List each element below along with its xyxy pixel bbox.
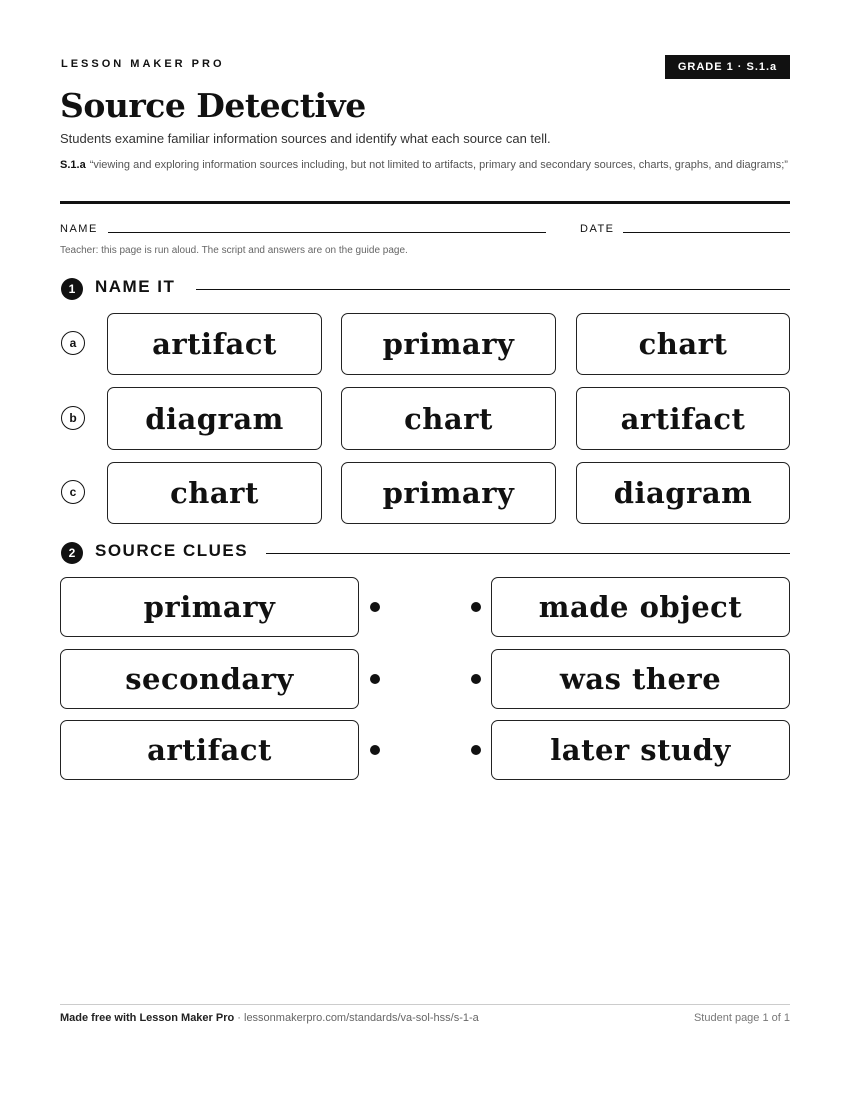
name-field[interactable] xyxy=(108,232,546,233)
word-card[interactable]: chart xyxy=(341,387,556,450)
section-2-rule xyxy=(266,553,790,554)
match-term-card[interactable]: artifact xyxy=(60,720,359,780)
teacher-note: Teacher: this page is run aloud. The script and answers are on the guide page. xyxy=(60,245,408,256)
word-card[interactable]: artifact xyxy=(576,387,790,450)
date-label: DATE xyxy=(580,223,615,235)
section-2-title: SOURCE CLUES xyxy=(95,541,249,560)
word-card[interactable]: chart xyxy=(576,313,790,375)
word-card[interactable]: diagram xyxy=(107,387,322,450)
footer-rule xyxy=(60,1004,790,1005)
match-dot-left[interactable] xyxy=(370,602,380,612)
standard-code: S.1.a xyxy=(60,159,86,171)
match-term-card[interactable]: primary xyxy=(60,577,359,637)
footer-page-number: Student page 1 of 1 xyxy=(693,1012,790,1024)
footer-credit xyxy=(60,1012,479,1024)
word-card[interactable]: primary xyxy=(341,462,556,524)
section-1-number: 1 xyxy=(61,278,83,300)
standard-text: “viewing and exploring information sources including, but not limited to artifacts, primary and secondary sources, charts, graphs, and diagrams;” xyxy=(89,159,788,171)
word-card[interactable]: artifact xyxy=(107,313,322,375)
word-card[interactable]: primary xyxy=(341,313,556,375)
match-dot-right[interactable] xyxy=(471,602,481,612)
section-1-title: NAME IT xyxy=(95,277,176,296)
match-dot-right[interactable] xyxy=(471,674,481,684)
row-c-label: c xyxy=(61,480,85,504)
header-rule xyxy=(60,201,790,204)
match-clue-card[interactable]: made object xyxy=(491,577,790,637)
match-clue-card[interactable]: later study xyxy=(491,720,790,780)
word-card[interactable]: diagram xyxy=(576,462,790,524)
page-title: Source Detective xyxy=(60,86,366,125)
section-2-number: 2 xyxy=(61,542,83,564)
page-subtitle: Students examine familiar information sources and identify what each source can tell. xyxy=(60,131,551,146)
match-dot-left[interactable] xyxy=(370,674,380,684)
match-dot-left[interactable] xyxy=(370,745,380,755)
standard-description xyxy=(60,157,795,174)
name-label: NAME xyxy=(60,223,98,235)
footer-separator: · xyxy=(234,1012,244,1024)
grade-badge: GRADE 1 · S.1.a xyxy=(665,55,790,79)
date-field[interactable] xyxy=(623,232,790,233)
footer-url[interactable]: lessonmakerpro.com/standards/va-sol-hss/s-1-a xyxy=(244,1012,479,1024)
footer-made-with: Made free with Lesson Maker Pro xyxy=(60,1012,235,1024)
match-clue-card[interactable]: was there xyxy=(491,649,790,709)
row-b-label: b xyxy=(61,406,85,430)
match-term-card[interactable]: secondary xyxy=(60,649,359,709)
row-a-label: a xyxy=(61,331,85,355)
match-dot-right[interactable] xyxy=(471,745,481,755)
word-card[interactable]: chart xyxy=(107,462,322,524)
section-1-rule xyxy=(196,289,790,290)
brand-name: LESSON MAKER PRO xyxy=(61,58,225,70)
